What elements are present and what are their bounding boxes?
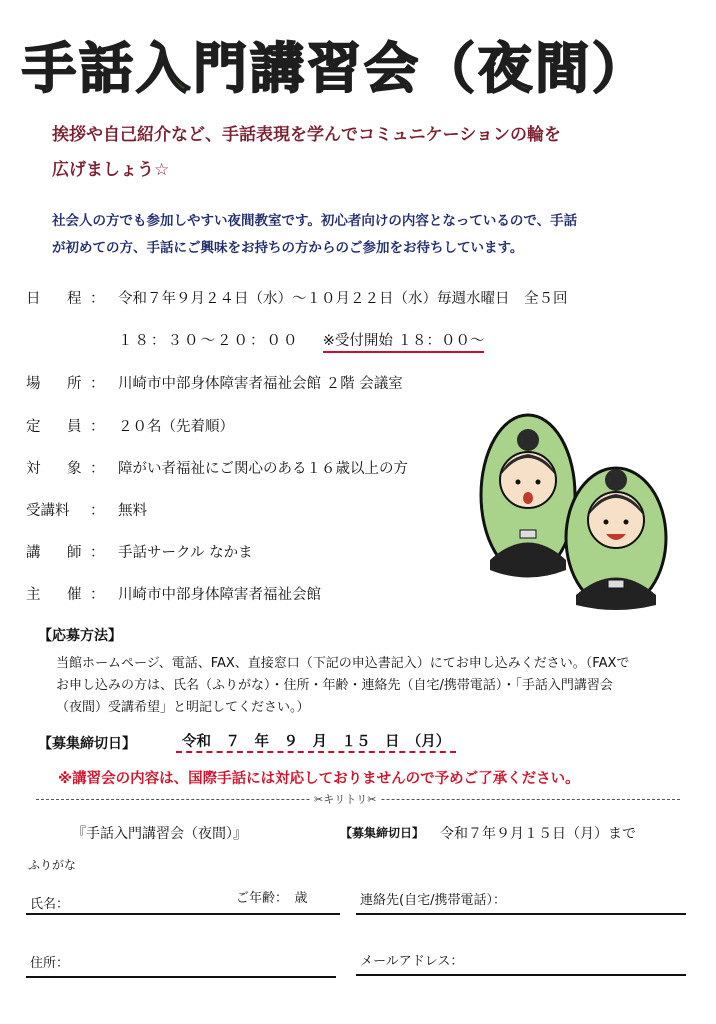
target-label: 対 象 — [26, 461, 88, 477]
capacity-row — [26, 415, 234, 436]
deadline-row — [176, 730, 456, 751]
instructor-left — [481, 415, 575, 578]
organizer-value: 川崎市中部身体障害者福祉会館 — [118, 587, 321, 603]
intro-line-1: 社会人の方でも参加しやすい夜間教室です。初心者向けの内容となっているので、手話 — [52, 213, 578, 229]
instructor-row — [26, 541, 253, 562]
organizer-label: 主 催 — [26, 587, 88, 603]
fee-value: 無料 — [118, 503, 147, 519]
intro-line-2: が初めての方、手話にご興味をお持ちの方からのご参加をお待ちしています。 — [52, 240, 524, 256]
contact-label: 連絡先(自宅/携帯電話）： — [360, 893, 506, 908]
application-heading: 【応募方法】 — [38, 628, 122, 644]
contact-field[interactable] — [356, 913, 686, 915]
fee-label: 受講料 — [26, 503, 70, 519]
time-row — [118, 329, 484, 350]
fee-row — [26, 499, 147, 520]
colon: ： — [90, 291, 105, 307]
application-line-1: 当館ホームページ、電話、FAX、直接窓口（下記の申込書記入）にてお申し込みください。（FAXで — [56, 656, 630, 671]
colon: ： — [90, 461, 105, 477]
colon: ： — [90, 587, 105, 603]
organizer-row — [26, 583, 321, 604]
address-field[interactable] — [26, 976, 336, 978]
application-line-2: お申し込みの方は、氏名（ふりがな）・住所・年齢・連絡先（自宅/携帯電話）・「手話入門講習会 — [56, 678, 613, 693]
instructor-label: 講 師 — [26, 545, 88, 561]
instructor-value: 手話サークル なかま — [118, 545, 253, 561]
place-label: 場 所 — [26, 376, 88, 392]
cut-label: ✂キリトリ✂ — [310, 791, 380, 807]
capacity-label: 定 員 — [26, 419, 88, 435]
schedule-row — [26, 287, 568, 308]
place-row — [26, 372, 403, 393]
name-label: 氏名： — [30, 897, 70, 912]
deadline-heading: 【募集締切日】 — [38, 736, 136, 752]
email-field[interactable] — [356, 974, 686, 976]
lead-line-2: 広げましょう☆ — [52, 160, 170, 180]
time-value: １８：３０～２０：００ — [118, 333, 300, 349]
page-title: 手話入門講習会（夜間） — [22, 37, 649, 100]
application-line-3: （夜間）受講希望」と明記してください。） — [56, 700, 310, 715]
place-value: 川崎市中部身体障害者福祉会館 ２階 会議室 — [118, 376, 403, 392]
colon: ： — [90, 545, 105, 561]
colon: ： — [90, 376, 105, 392]
colon: ： — [90, 503, 105, 519]
target-row — [26, 457, 408, 478]
capacity-value: ２０名（先着順） — [118, 419, 234, 435]
schedule-value: 令和７年９月２４日（水）～１０月２２日（水）毎週水曜日 全５回 — [118, 291, 568, 307]
form-title: 『手話入門講習会（夜間）』 — [72, 826, 247, 842]
deadline-value: 令和 ７ 年 ９ 月 １５ 日 （月） — [176, 734, 456, 753]
lead-line-1: 挨拶や自己紹介など、手話表現を学んでコミュニケーションの輪を — [52, 125, 561, 145]
address-label: 住所： — [30, 956, 70, 971]
age-label: ご年齢： 歳 — [236, 891, 308, 906]
sign-language-illustration — [470, 410, 675, 615]
warning-note: ※講習会の内容は、国際手話には対応しておりませんので予めご了承ください。 — [58, 771, 580, 787]
form-deadline-heading: 【募集締切日】 — [340, 826, 425, 840]
colon: ： — [90, 419, 105, 435]
form-deadline-value: 令和７年９月１５日（月）まで — [440, 826, 636, 842]
schedule-label: 日 程 — [26, 291, 88, 307]
instructor-right — [566, 468, 666, 610]
furigana-label: ふりがな — [28, 858, 77, 872]
target-value: 障がい者福祉にご関心のある１６歳以上の方 — [118, 461, 408, 477]
email-label: メールアドレス： — [360, 954, 464, 969]
reception-note: ※受付開始 １８：００～ — [323, 333, 485, 353]
name-field[interactable] — [26, 913, 340, 915]
